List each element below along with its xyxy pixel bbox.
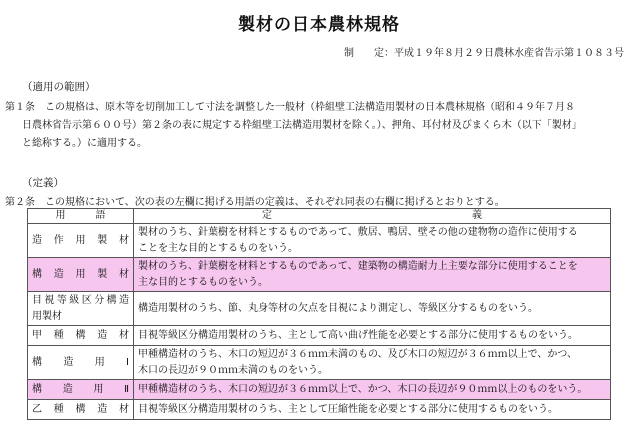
definition-cell: 甲種構造材のうち、木口の短辺が３６ｍｍ以上で、かつ、木口の長辺が９０ｍｍ以上のものをいう。: [134, 380, 611, 400]
definition-cell: 甲種構造材のうち、木口の短辺が３６ｍｍ未満のもの、及び木口の短辺が３６ｍｍ以上で、かつ、 木口の長辺が９０ｍｍ未満のものをいう。: [134, 346, 611, 380]
term-cell: 甲種構造材: [28, 326, 134, 346]
article1-line2: 日農林省告示第６００号）第２条の表に規定する枠組壁工法構造用製材を除く。）、押角、耳付材及びまくら木（以下「製材」: [22, 120, 582, 131]
term-cell: 構造用Ⅱ: [28, 380, 134, 400]
page-title: 製材の日本農林規格: [238, 15, 400, 35]
definition-cell: 製材のうち、針葉樹を材料とするものであって、建築物の構造耐力上主要な部分に使用することを 主な目的とするものをいう。: [134, 258, 611, 292]
section-heading-definitions: （定義）: [22, 177, 64, 189]
table-row: [28, 326, 611, 346]
definition-cell: 目視等級区分構造用製材のうち、主として圧縮性能を必要とする部分に使用するものをいう。: [134, 400, 611, 420]
table-header-row: [28, 209, 611, 224]
enactment-line: 制 定：平成１９年８月２９日農林水産省告示第１０８３号: [344, 48, 624, 59]
term-cell: 目視等級区分構造 用製材: [28, 292, 134, 326]
table-row: [28, 224, 611, 258]
table-row-highlighted: [28, 380, 611, 400]
table-row: [28, 400, 611, 420]
definition-cell: 構造用製材のうち、節、丸身等材の欠点を目視により測定し、等級区分するものをいう。: [134, 292, 611, 326]
term-cell: 構造用製材: [28, 258, 134, 292]
definitions-table: [27, 208, 611, 420]
term-cell: 構造用Ⅰ: [28, 346, 134, 380]
article1-line3: と総称する。）に適用する。: [22, 138, 147, 149]
definition-cell: 目視等級区分構造用製材のうち、主として高い曲げ性能を必要とする部分に使用するものをいう。: [134, 326, 611, 346]
header-definition: 定 義: [134, 209, 611, 224]
table-row: [28, 346, 611, 380]
header-term: 用 語: [28, 209, 134, 224]
article1-line1: 第１条 この規格は、原木等を切削加工して寸法を調整した一般材（枠組壁工法構造用製材の日本農林規格（昭和４９年７月８: [5, 102, 575, 113]
term-cell: 造作用製材: [28, 224, 134, 258]
table-row-highlighted: [28, 258, 611, 292]
section-heading-scope: （適用の範囲）: [22, 81, 96, 93]
term-cell: 乙種構造材: [28, 400, 134, 420]
article2-line1: 第２条 この規格において、次の表の左欄に掲げる用語の定義は、それぞれ同表の右欄に掲げるとおりとする。: [5, 197, 505, 208]
definition-cell: 製材のうち、針葉樹を材料とするものであって、敷居、鴨居、壁その他の建物物の造作に使用する ことを主な目的とするものをいう。: [134, 224, 611, 258]
table-row: [28, 292, 611, 326]
